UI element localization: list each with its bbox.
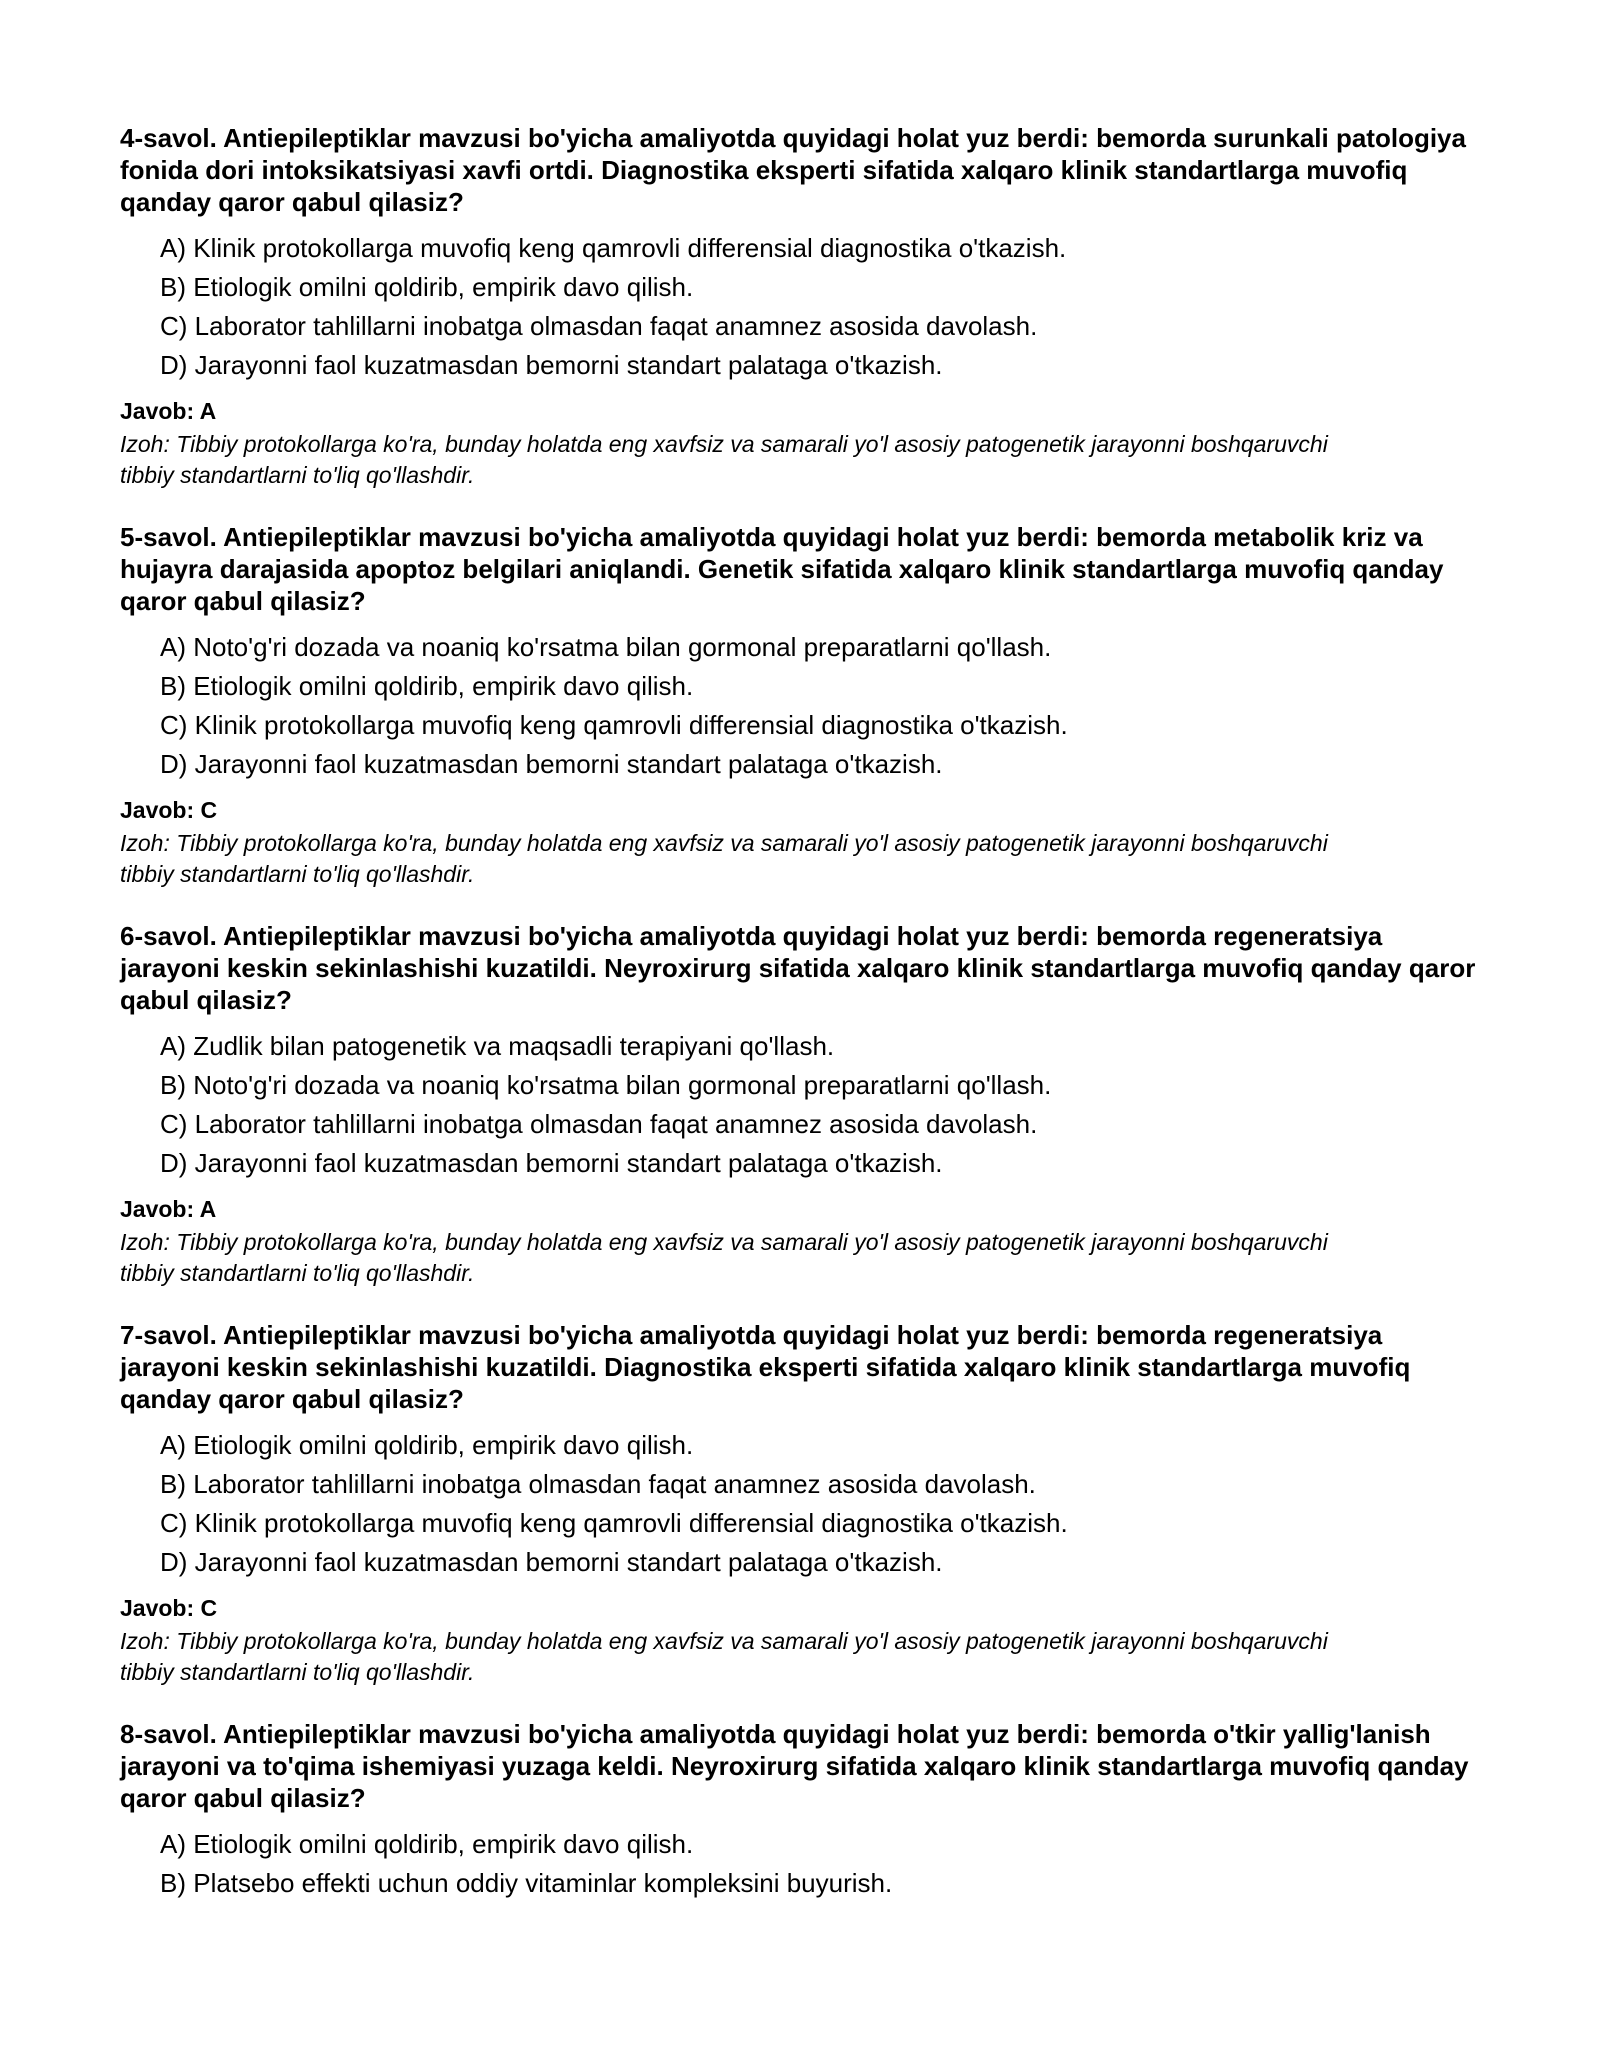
option-a: A) Klinik protokollarga muvofiq keng qamrovli differensial diagnostika o'tkazish. <box>160 233 1067 263</box>
question-text: 7-savol. Antiepileptiklar mavzusi bo'yicha amaliyotda quyidagi holat yuz berdi: bemorda regeneratsiya jarayoni keskin sekinlashishi kuzatildi. Diagnostika eksperti sifatida xalqaro klinik standartlarga muvofiq qanday qaror qabul qilasiz? <box>120 1320 1411 1414</box>
explanation: Izoh: Tibbiy protokollarga ko'ra, bunday holatda eng xavfsiz va samarali yo'l asosiy patogenetik jarayonni boshqaruvchi tibbiy standartlarni to'liq qo'llashdir. <box>120 431 1328 488</box>
question-6 <box>120 920 1480 1289</box>
question-8 <box>120 1718 1480 1903</box>
question-text: 6-savol. Antiepileptiklar mavzusi bo'yicha amaliyotda quyidagi holat yuz berdi: bemorda regeneratsiya jarayoni keskin sekinlashishi kuzatildi. Neyroxirurg sifatida xalqaro klinik standartlarga muvofiq qanday qaror qabul qilasiz? <box>120 921 1476 1015</box>
answer: Javob: A <box>120 1196 217 1222</box>
option-a: A) Zudlik bilan patogenetik va maqsadli terapiyani qo'llash. <box>160 1031 835 1061</box>
option-a: A) Etiologik omilni qoldirib, empirik davo qilish. <box>160 1829 694 1859</box>
question-text: 8-savol. Antiepileptiklar mavzusi bo'yicha amaliyotda quyidagi holat yuz berdi: bemorda o'tkir yallig'lanish jarayoni va to'qima ishemiyasi yuzaga keldi. Neyroxirurg sifatida xalqaro klinik standartlarga muvofiq qanday qaror qabul qilasiz? <box>120 1719 1469 1813</box>
option-d: D) Jarayonni faol kuzatmasdan bemorni standart palataga o'tkazish. <box>160 350 943 380</box>
option-b: B) Etiologik omilni qoldirib, empirik davo qilish. <box>160 671 694 701</box>
question-text: 4-savol. Antiepileptiklar mavzusi bo'yicha amaliyotda quyidagi holat yuz berdi: bemorda surunkali patologiya fonida dori intoksikatsiyasi xavfi ortdi. Diagnostika eksperti sifatida xalqaro klinik standartlarga muvofiq qanday qaror qabul qilasiz? <box>120 123 1466 217</box>
option-c: C) Laborator tahlillarni inobatga olmasdan faqat anamnez asosida davolash. <box>160 1109 1038 1139</box>
option-b: B) Noto'g'ri dozada va noaniq ko'rsatma bilan gormonal preparatlarni qo'llash. <box>160 1070 1052 1100</box>
explanation: Izoh: Tibbiy protokollarga ko'ra, bunday holatda eng xavfsiz va samarali yo'l asosiy patogenetik jarayonni boshqaruvchi tibbiy standartlarni to'liq qo'llashdir. <box>120 1229 1328 1286</box>
option-c: C) Laborator tahlillarni inobatga olmasdan faqat anamnez asosida davolash. <box>160 311 1038 341</box>
options-list <box>160 1426 1480 1582</box>
answer: Javob: C <box>120 1595 218 1621</box>
option-a: A) Etiologik omilni qoldirib, empirik davo qilish. <box>160 1430 694 1460</box>
option-c: C) Klinik protokollarga muvofiq keng qamrovli differensial diagnostika o'tkazish. <box>160 1508 1068 1538</box>
question-4 <box>120 122 1480 491</box>
option-a: A) Noto'g'ri dozada va noaniq ko'rsatma bilan gormonal preparatlarni qo'llash. <box>160 632 1052 662</box>
options-list <box>160 1825 1480 1903</box>
question-5 <box>120 521 1480 890</box>
option-b: B) Laborator tahlillarni inobatga olmasdan faqat anamnez asosida davolash. <box>160 1469 1036 1499</box>
explanation: Izoh: Tibbiy protokollarga ko'ra, bunday holatda eng xavfsiz va samarali yo'l asosiy patogenetik jarayonni boshqaruvchi tibbiy standartlarni to'liq qo'llashdir. <box>120 1628 1328 1685</box>
answer: Javob: A <box>120 398 217 424</box>
option-d: D) Jarayonni faol kuzatmasdan bemorni standart palataga o'tkazish. <box>160 1547 943 1577</box>
option-c: C) Klinik protokollarga muvofiq keng qamrovli differensial diagnostika o'tkazish. <box>160 710 1068 740</box>
explanation: Izoh: Tibbiy protokollarga ko'ra, bunday holatda eng xavfsiz va samarali yo'l asosiy patogenetik jarayonni boshqaruvchi tibbiy standartlarni to'liq qo'llashdir. <box>120 830 1328 887</box>
options-list <box>160 229 1480 385</box>
options-list <box>160 1027 1480 1183</box>
option-b: B) Etiologik omilni qoldirib, empirik davo qilish. <box>160 272 694 302</box>
options-list <box>160 628 1480 784</box>
document-page <box>120 122 1480 1933</box>
option-d: D) Jarayonni faol kuzatmasdan bemorni standart palataga o'tkazish. <box>160 1148 943 1178</box>
question-text: 5-savol. Antiepileptiklar mavzusi bo'yicha amaliyotda quyidagi holat yuz berdi: bemorda metabolik kriz va hujayra darajasida apoptoz belgilari aniqlandi. Genetik sifatida xalqaro klinik standartlarga muvofiq qanday qaror qabul qilasiz? <box>120 522 1444 616</box>
option-b: B) Platsebo effekti uchun oddiy vitaminlar kompleksini buyurish. <box>160 1868 893 1898</box>
answer: Javob: C <box>120 797 218 823</box>
question-7 <box>120 1319 1480 1688</box>
option-d: D) Jarayonni faol kuzatmasdan bemorni standart palataga o'tkazish. <box>160 749 943 779</box>
